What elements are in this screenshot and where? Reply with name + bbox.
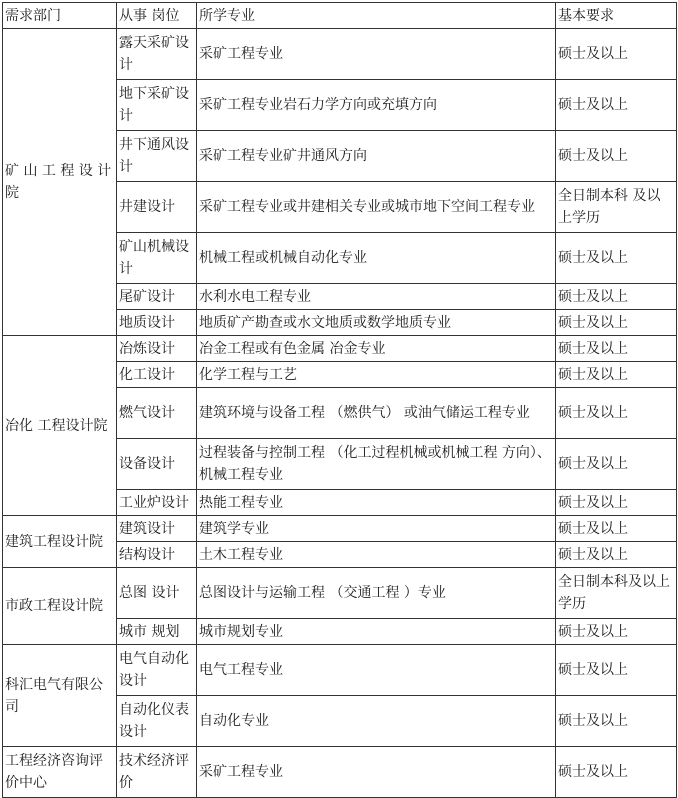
major-cell: 化学工程与工艺 <box>197 362 556 388</box>
position-cell: 地质设计 <box>117 310 197 336</box>
header-requirement: 基本要求 <box>556 3 677 29</box>
requirement-cell: 硕士及以上 <box>556 696 677 747</box>
requirement-cell: 硕士及以上 <box>556 29 677 80</box>
requirement-cell: 全日制本科及以上学历 <box>556 568 677 619</box>
dept-cell: 科汇电气有限公司 <box>3 645 117 747</box>
major-cell: 冶金工程或有色金属 冶金专业 <box>197 336 556 362</box>
position-cell: 城市 规划 <box>117 619 197 645</box>
position-cell: 建筑设计 <box>117 516 197 542</box>
position-cell: 露天采矿设计 <box>117 29 197 80</box>
requirement-cell: 硕士及以上 <box>556 516 677 542</box>
header-row <box>3 3 677 29</box>
major-cell: 电气工程专业 <box>197 645 556 696</box>
major-cell: 建筑学专业 <box>197 516 556 542</box>
major-cell: 采矿工程专业 <box>197 747 556 798</box>
major-cell: 热能工程专业 <box>197 490 556 516</box>
header-position: 从事 岗位 <box>117 3 197 29</box>
position-cell: 技术经济评价 <box>117 747 197 798</box>
header-major: 所学专业 <box>197 3 556 29</box>
major-cell: 城市规划专业 <box>197 619 556 645</box>
requirement-cell: 硕士及以上 <box>556 284 677 310</box>
header-dept: 需求部门 <box>3 3 117 29</box>
requirement-cell: 硕士及以上 <box>556 362 677 388</box>
dept-cell: 冶化 工程设计院 <box>3 336 117 516</box>
requirement-cell: 硕士及以上 <box>556 336 677 362</box>
table-row <box>3 747 677 798</box>
dept-cell: 建筑工程设计院 <box>3 516 117 568</box>
position-cell: 工业炉设计 <box>117 490 197 516</box>
major-cell: 过程装备与控制工程 （化工过程机械或机械工程 方向）、机械工程专业 <box>197 439 556 490</box>
table-row <box>3 645 677 696</box>
requirement-cell: 全日制本科 及以上学历 <box>556 182 677 233</box>
position-cell: 尾矿设计 <box>117 284 197 310</box>
requirement-cell: 硕士及以上 <box>556 645 677 696</box>
table-row <box>3 516 677 542</box>
requirement-cell: 硕士及以上 <box>556 619 677 645</box>
major-cell: 建筑环境与设备工程 （燃供气） 或油气储运工程专业 <box>197 388 556 439</box>
requirement-cell: 硕士及以上 <box>556 490 677 516</box>
table-row <box>3 29 677 80</box>
table-row <box>3 568 677 619</box>
major-cell: 地质矿产勘查或水文地质或数学地质专业 <box>197 310 556 336</box>
requirement-cell: 硕士及以上 <box>556 388 677 439</box>
recruitment-table <box>2 2 677 798</box>
position-cell: 井建设计 <box>117 182 197 233</box>
position-cell: 设备设计 <box>117 439 197 490</box>
dept-cell: 工程经济咨询评价中心 <box>3 747 117 798</box>
requirement-cell: 硕士及以上 <box>556 131 677 182</box>
position-cell: 自动化仪表设计 <box>117 696 197 747</box>
major-cell: 土木工程专业 <box>197 542 556 568</box>
major-cell: 自动化专业 <box>197 696 556 747</box>
dept-cell: 市政工程设计院 <box>3 568 117 645</box>
position-cell: 结构设计 <box>117 542 197 568</box>
position-cell: 化工设计 <box>117 362 197 388</box>
requirement-cell: 硕士及以上 <box>556 439 677 490</box>
position-cell: 燃气设计 <box>117 388 197 439</box>
requirement-cell: 硕士及以上 <box>556 233 677 284</box>
table-row <box>3 336 677 362</box>
position-cell: 井下通风设计 <box>117 131 197 182</box>
requirement-cell: 硕士及以上 <box>556 310 677 336</box>
major-cell: 采矿工程专业 <box>197 29 556 80</box>
requirement-cell: 硕士及以上 <box>556 747 677 798</box>
major-cell: 采矿工程专业或井建相关专业或城市地下空间工程专业 <box>197 182 556 233</box>
major-cell: 采矿工程专业岩石力学方向或充填方向 <box>197 80 556 131</box>
requirement-cell: 硕士及以上 <box>556 80 677 131</box>
major-cell: 总图设计与运输工程 （交通工程 ）专业 <box>197 568 556 619</box>
position-cell: 矿山机械设计 <box>117 233 197 284</box>
requirement-cell: 硕士及以上 <box>556 542 677 568</box>
position-cell: 电气自动化设计 <box>117 645 197 696</box>
dept-cell: 矿 山 工 程 设 计 院 <box>3 29 117 336</box>
position-cell: 总图 设计 <box>117 568 197 619</box>
major-cell: 机械工程或机械自动化专业 <box>197 233 556 284</box>
position-cell: 地下采矿设计 <box>117 80 197 131</box>
major-cell: 水利水电工程专业 <box>197 284 556 310</box>
position-cell: 冶炼设计 <box>117 336 197 362</box>
major-cell: 采矿工程专业矿井通风方向 <box>197 131 556 182</box>
